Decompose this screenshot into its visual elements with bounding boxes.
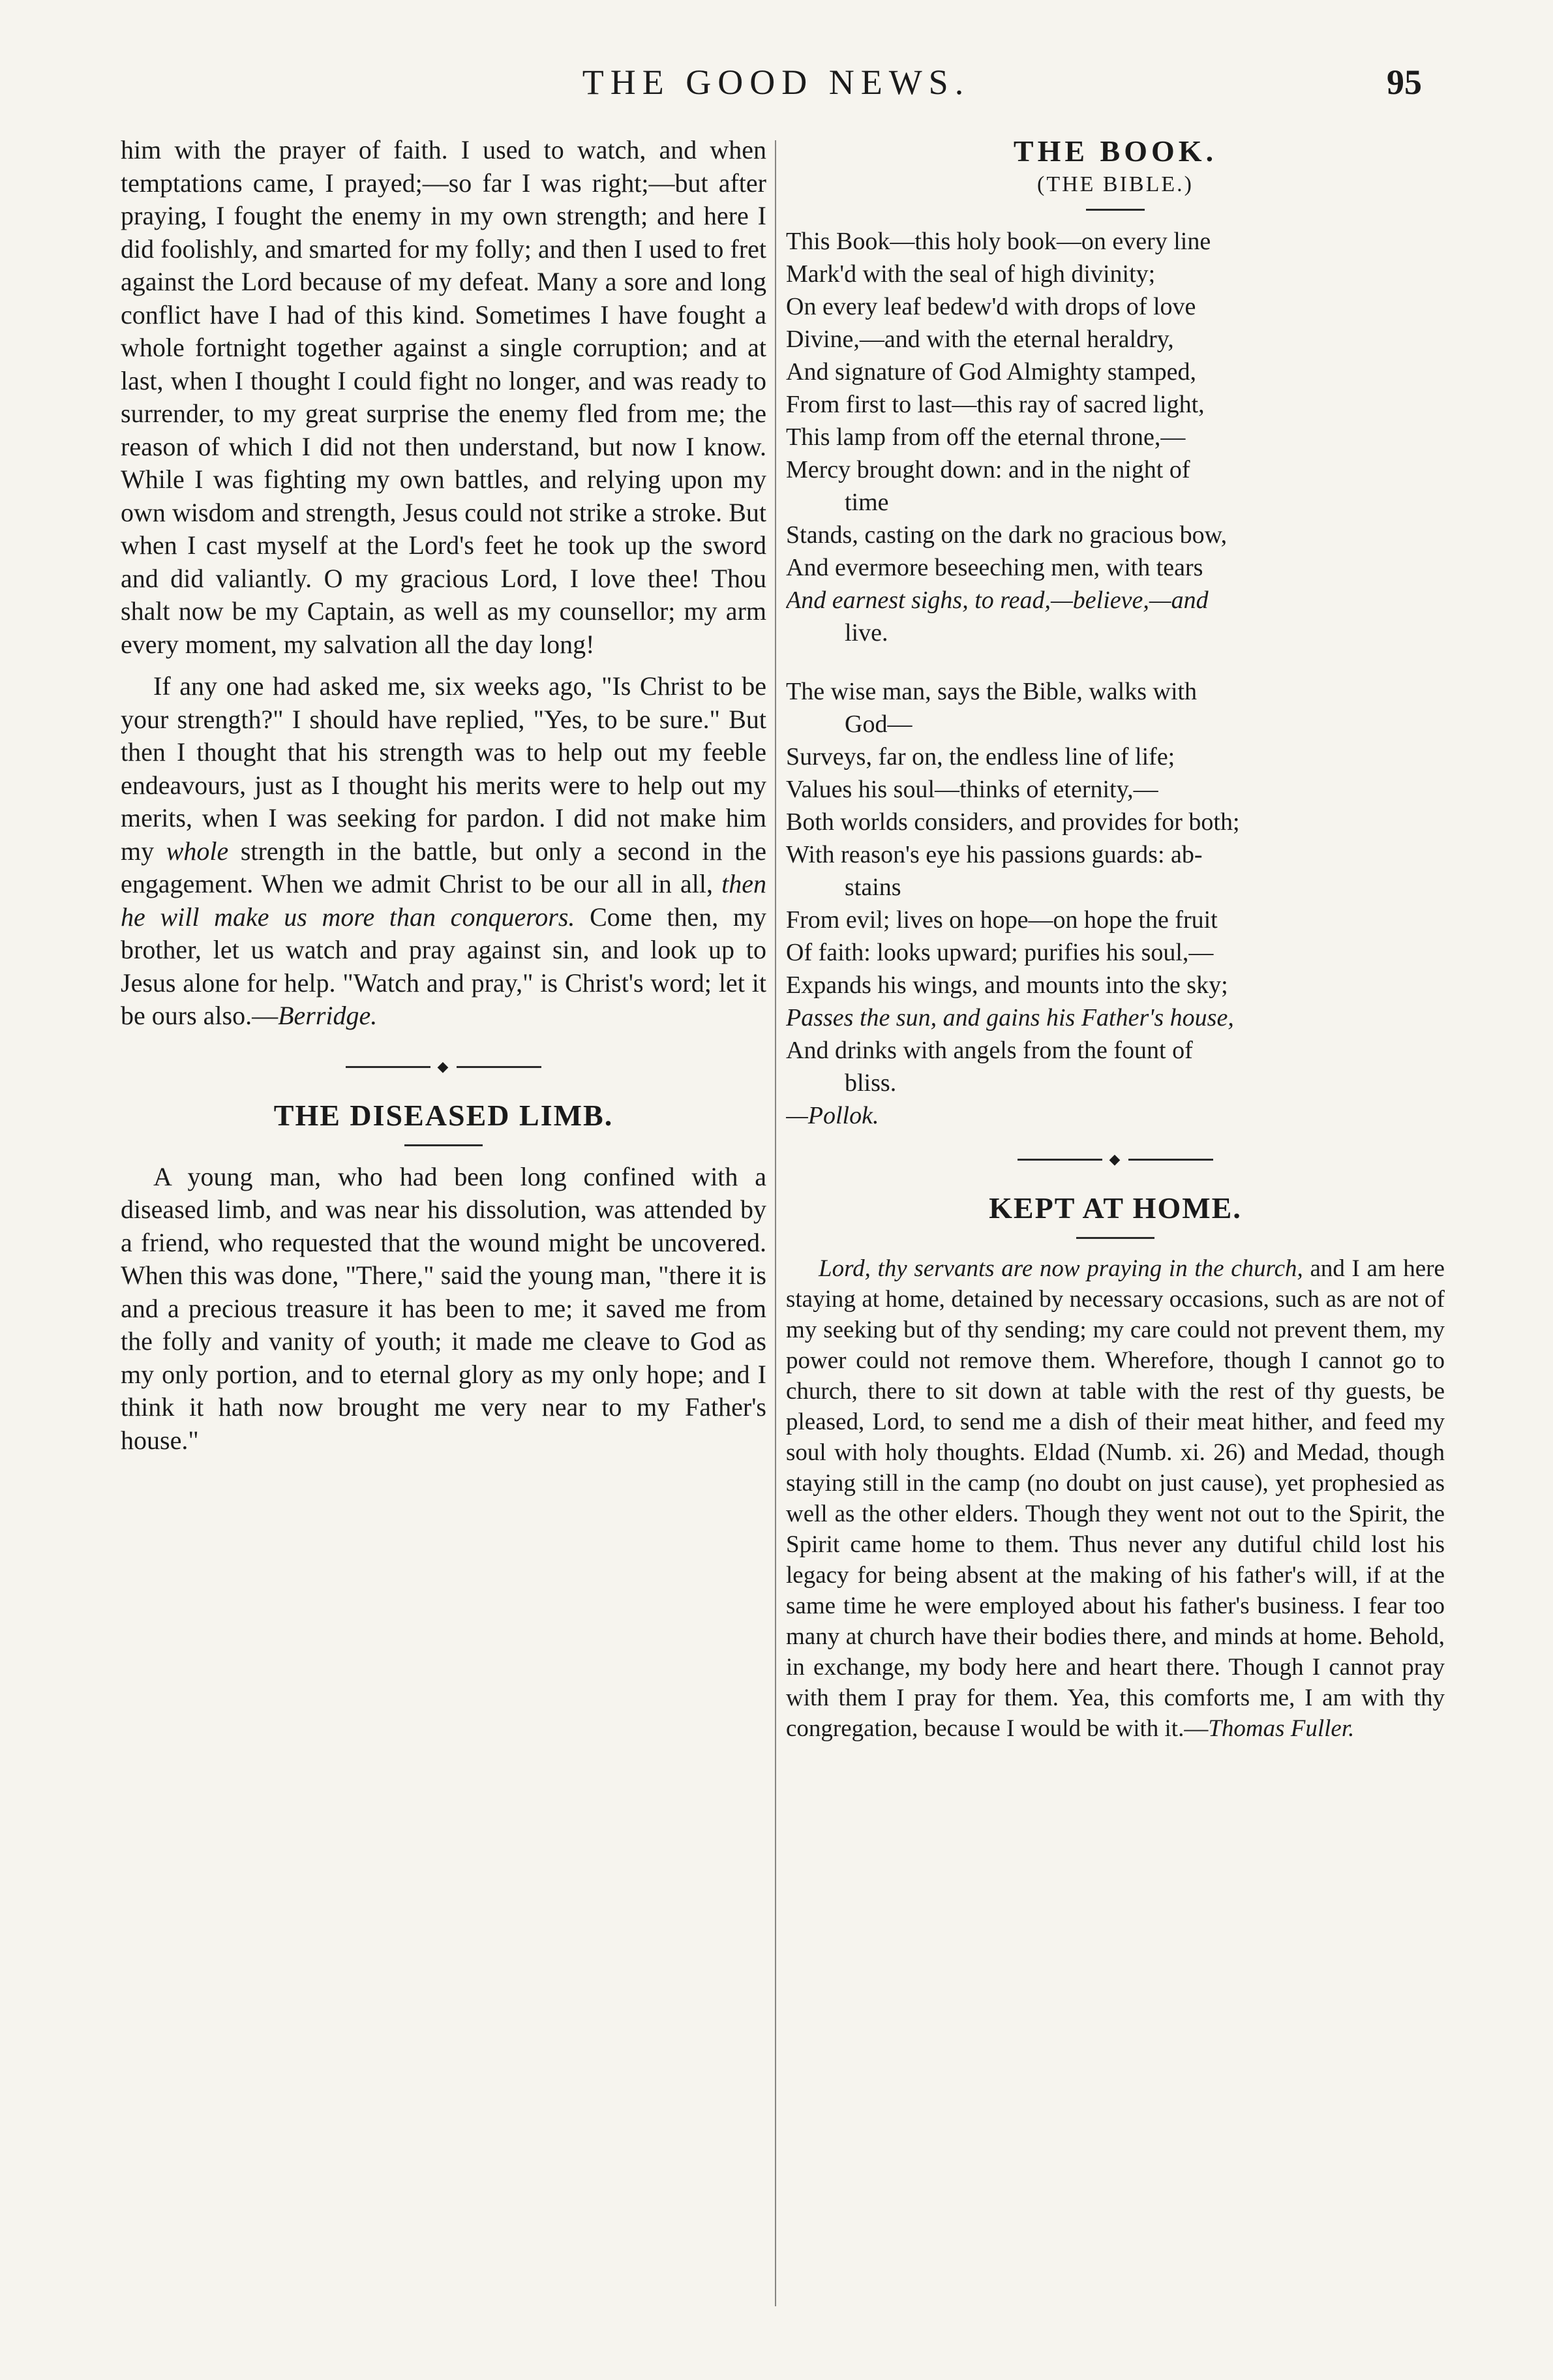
poem-line: time — [845, 489, 889, 516]
ornament-divider: ◆ — [1018, 1152, 1213, 1167]
poem-line: Mark'd with the seal of high divinity; — [786, 260, 1156, 288]
text-run: strength in the battle, but only a second in the engagement. When we admit Christ to be our all in all, — [121, 836, 766, 898]
page-number: 95 — [1387, 63, 1422, 102]
poem — [786, 225, 1445, 1132]
poem-line: On every leaf bedew'd with drops of love — [786, 293, 1196, 320]
left-column — [121, 134, 766, 2319]
text-run-italic: Lord, thy servants are now praying in the church, — [819, 1255, 1303, 1282]
poem-line: Stands, casting on the dark no gracious bow, — [786, 521, 1228, 549]
running-header — [130, 62, 1422, 121]
poem-line: Values his soul—thinks of eternity,— — [786, 776, 1158, 803]
attribution-fuller: Thomas Fuller. — [1208, 1715, 1355, 1742]
poem-line: Of faith: looks upward; purifies his soul,— — [786, 939, 1214, 966]
right-column — [786, 134, 1445, 2319]
text-run-italic: whole — [166, 836, 229, 866]
text-run: If any one had asked me, six weeks ago, "Is Christ to be your strength?" I should have replied, "Yes, to be sure." But then I thought that his strength was to help out my feeble endeavours, just as I thought his merits were to help out my merits, when I was seeking for pardon. I did not make him my — [121, 671, 766, 866]
paragraph-kept-at-home — [786, 1253, 1445, 1744]
section-subtitle-the-bible: (THE BIBLE.) — [1037, 172, 1194, 196]
paragraph-diseased-limb: A young man, who had been long confined with a diseased limb, and was near his dissolution, was attended by a friend, who requested that the wound might be uncovered. When this was done, "There," said the young man, "there it is and a precious treasure it has been to me; it saved me from the folly and vanity of youth; it made me cleave to God as my only portion, and to eternal glory as my only hope; and I think it hath now brought me very near to my Father's house." — [121, 1161, 766, 1455]
poem-line: Divine,—and with the eternal heraldry, — [786, 326, 1174, 353]
poem-line: And drinks with angels from the fount of — [786, 1037, 1193, 1064]
poem-line: live. — [845, 619, 888, 647]
paragraph-strength — [121, 670, 766, 1033]
running-title: THE GOOD NEWS. — [582, 63, 971, 102]
short-rule — [1076, 1237, 1154, 1239]
column-divider — [775, 140, 776, 2306]
short-rule — [404, 1144, 483, 1146]
poem-line: The wise man, says the Bible, walks with — [786, 678, 1198, 705]
poem-line: bliss. — [845, 1069, 897, 1097]
poem-line: Passes the sun, and gains his Father's house, — [786, 1004, 1234, 1031]
section-title-diseased-limb: THE DISEASED LIMB. — [273, 1098, 614, 1132]
section-title-kept-at-home: KEPT AT HOME. — [989, 1191, 1242, 1225]
poem-line — [786, 584, 1445, 617]
text-run: Come then, my brother, let us watch and pray against sin, and look up to Jesus alone for help. "Watch and pray," is Christ's word; let it be ours also.— — [121, 902, 766, 1030]
poem-line: This lamp from off the eternal throne,— — [786, 423, 1186, 451]
paragraph-continued: him with the prayer of faith. I used to watch, and when temptations came, I prayed;—so far I was right;—but after praying, I fought the enemy in my own strength; and here I did foolishly, and smarted for my folly; and then I used to fret against the Lord because of my defeat. Many a sore and long conflict have I had of this kind. Sometimes I have fought a whole fortnight together against a single corruption; and at last, when I thought I could fight no longer, and was ready to surrender, to my great surprise the enemy fled from me; the reason of which I did not then understand, but now I know. While I was fighting my own battles, and relying upon my own wisdom and strength, Jesus could not strike a stroke. But when I cast myself at the Lord's feet he took up the sword and did valiantly. O my gracious Lord, I love thee! Thou shalt now be my Captain, as well as my counsellor; my arm every moment, my salvation all the day long! — [121, 135, 766, 659]
attribution-pollok: —Pollok. — [786, 1102, 879, 1129]
short-rule — [1086, 209, 1145, 211]
poem-line: And evermore beseeching men, with tears — [786, 554, 1203, 581]
text-run-italic: And earnest sighs, to read, — [786, 587, 1051, 614]
text-run-italic: —believe,—and — [1051, 587, 1209, 614]
text-run-italic: then he will make us more than conquerors. — [121, 869, 766, 932]
text-run: and I am here staying at home, detained by necessary occasions, such as are not of my seeking but of thy sending; my care could not prevent them, my power could not remove them. Wherefore, though I cannot go to church, there to sit down at table with the rest of thy guests, be pleased, Lord, to send me a dish of their meat hither, and feed my soul with holy thoughts. Eldad (Numb. xi. 26) and Medad, though staying still in the camp (no doubt on just cause), yet prophesied as well as the other elders. Though they went not out to the Spirit, the Spirit came home to them. Thus never any dutiful child lost his legacy for being absent at the making of his father's will, if at the same time he were employed about his father's business. I fear too many at church have their bodies there, and minds at home. Behold, in exchange, my body here and heart there. Though I cannot pray with them I pray for them. Yea, this comforts me, I am with thy congregation, because I would be with it.— — [786, 1255, 1445, 1742]
poem-line: Surveys, far on, the endless line of life; — [786, 743, 1175, 770]
attribution-berridge: Berridge. — [278, 1001, 378, 1030]
poem-line: With reason's eye his passions guards: ab- — [786, 841, 1203, 868]
poem-line: Both worlds considers, and provides for both; — [786, 808, 1240, 836]
poem-line: This Book—this holy book—on every line — [786, 228, 1211, 255]
poem-line: Expands his wings, and mounts into the sky; — [786, 971, 1228, 999]
poem-line: From evil; lives on hope—on hope the fruit — [786, 906, 1218, 934]
poem-line: God— — [845, 710, 912, 738]
ornament-divider: ◆ — [346, 1059, 541, 1075]
poem-line: And signature of God Almighty stamped, — [786, 358, 1197, 386]
poem-line: stains — [845, 874, 901, 901]
poem-line: Mercy brought down: and in the night of — [786, 456, 1190, 483]
section-title-the-book: THE BOOK. — [1013, 134, 1218, 168]
poem-line: From first to last—this ray of sacred light, — [786, 391, 1205, 418]
